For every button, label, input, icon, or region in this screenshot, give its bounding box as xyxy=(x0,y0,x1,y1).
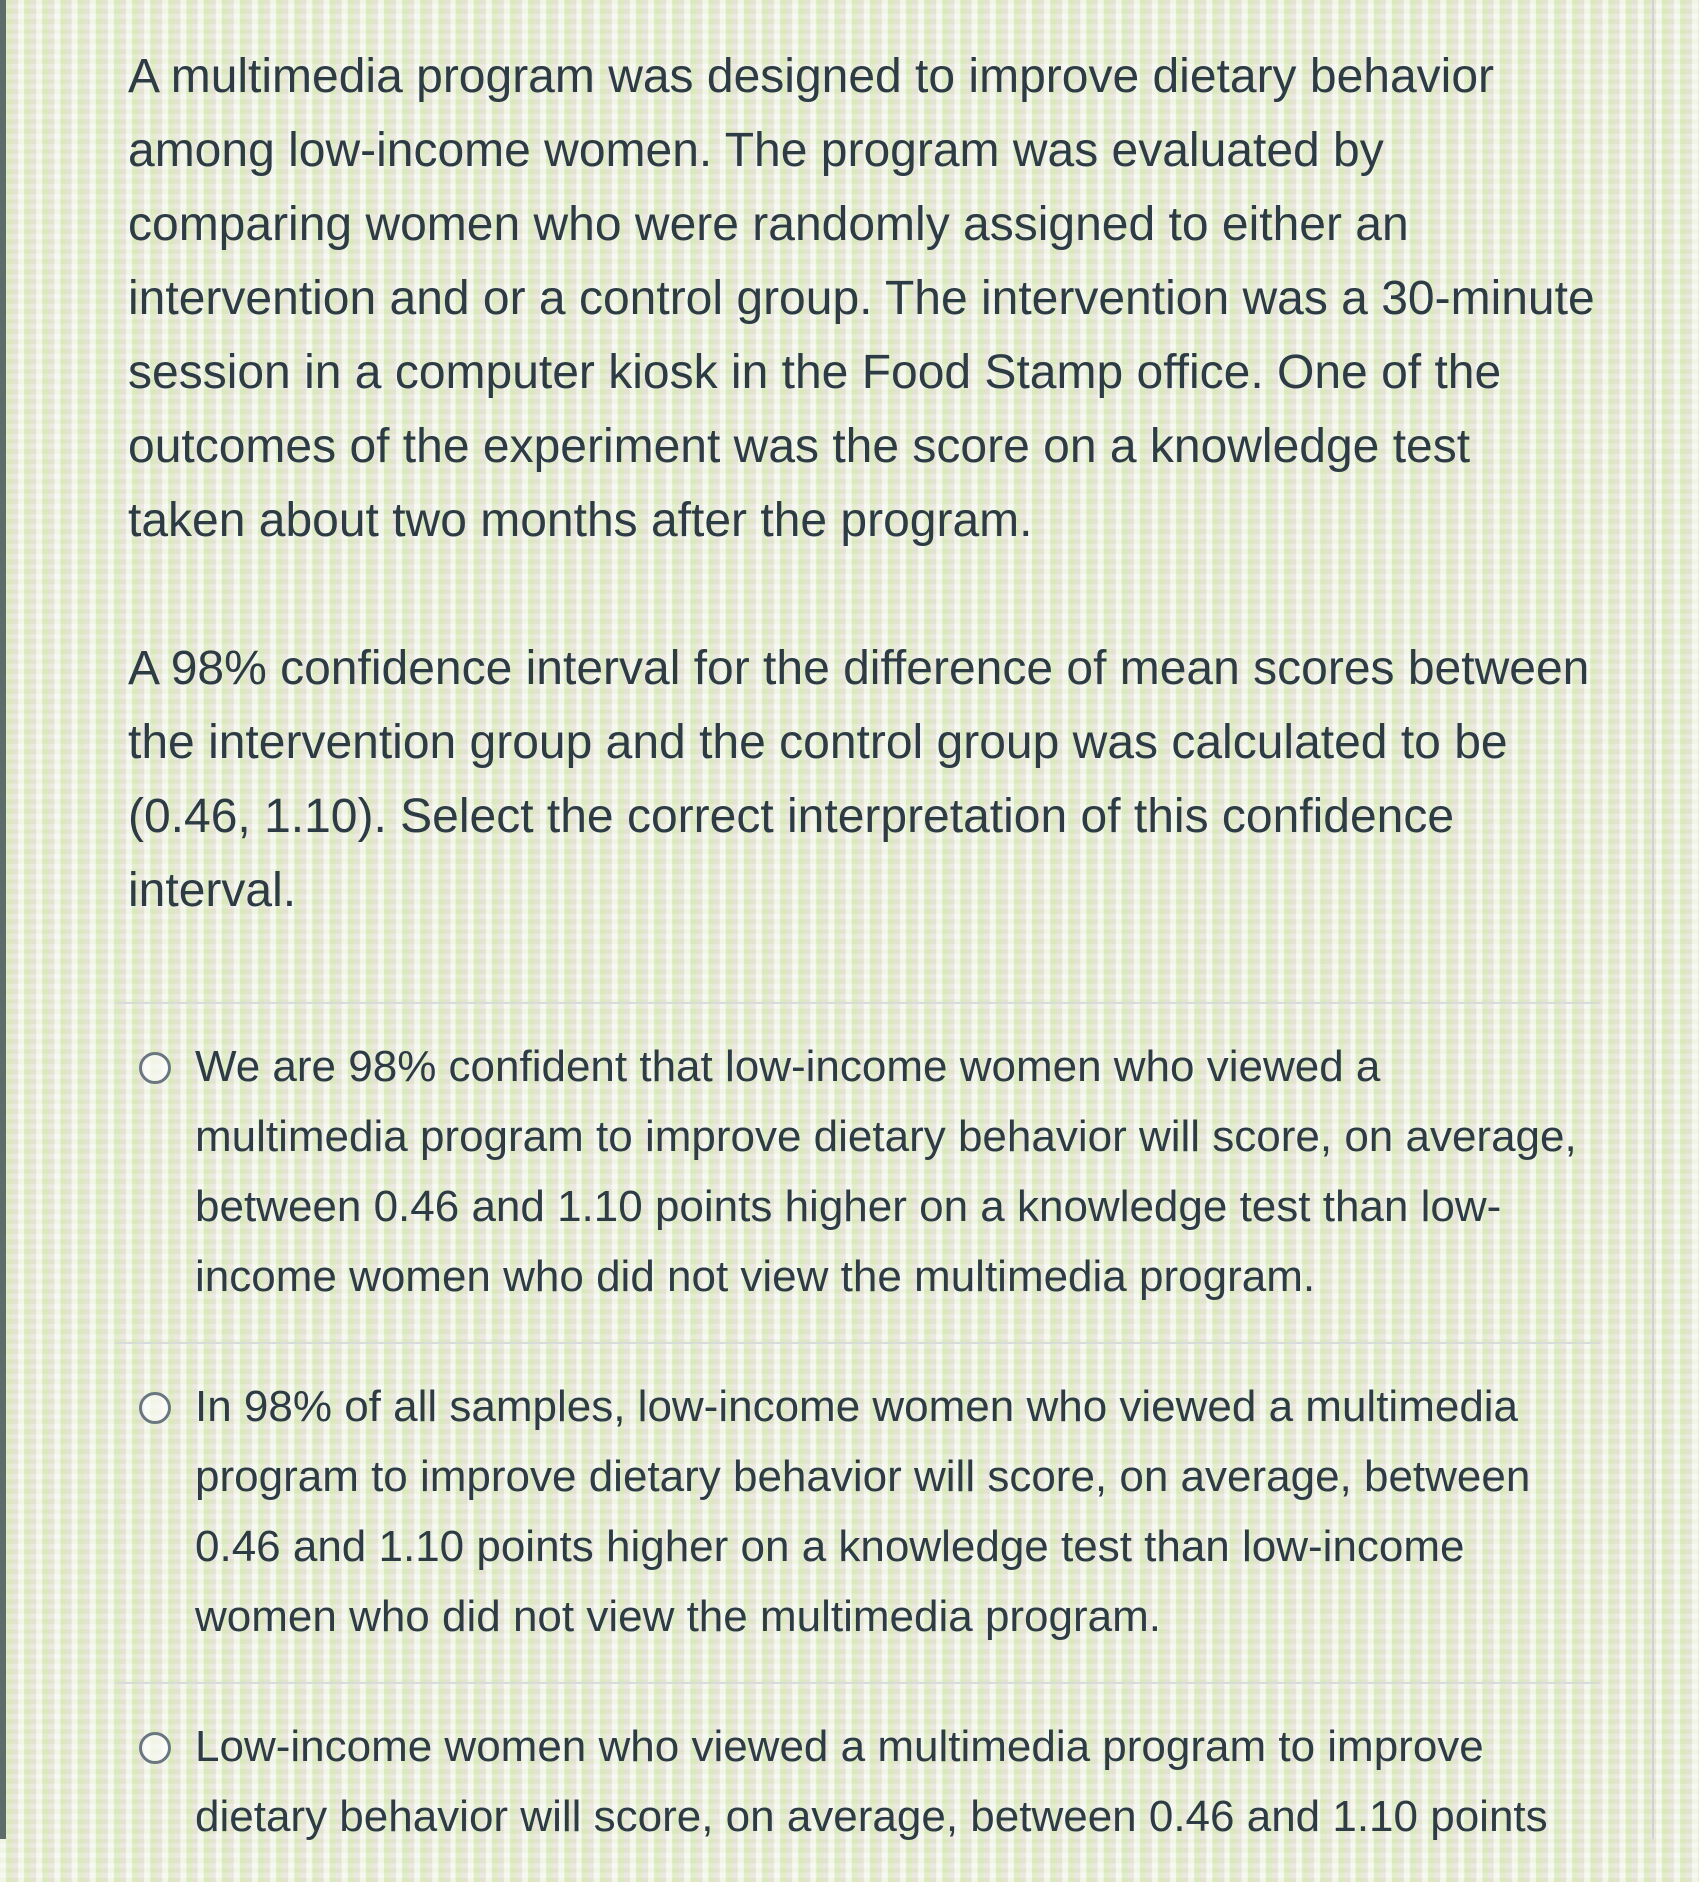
screen-left-edge xyxy=(0,0,6,1839)
answer-option-2[interactable] xyxy=(115,1342,1600,1682)
answer-option-1[interactable] xyxy=(115,1002,1600,1342)
answer-option-1-label[interactable]: We are 98% confident that low-income women who viewed a multimedia program to improve dietary behavior will score, on average, between 0.46 and 1.10 points higher on a knowledge test than low-income women who did not view the multimedia program. xyxy=(195,1042,1577,1301)
question-paragraph-1: A multimedia program was designed to improve dietary behavior among low-income women. The program was evaluated by comparing women who were randomly assigned to either an intervention and or a control group. The intervention was a 30-minute session in a computer kiosk in the Food Stamp office. One of the outcomes of the experiment was the score on a knowledge test taken about two months after the program. xyxy=(128,50,1595,547)
radio-unselected-icon[interactable] xyxy=(139,1732,171,1764)
answer-option-2-label[interactable]: In 98% of all samples, low-income women who viewed a multimedia program to improve dietary behavior will score, on average, between 0.46 and 1.10 points higher on a knowledge test than low-income women who did not view the multimedia program. xyxy=(195,1382,1531,1641)
answer-option-3[interactable] xyxy=(115,1682,1600,1882)
content-right-border xyxy=(1652,0,1654,1839)
answer-option-3-label[interactable]: Low-income women who viewed a multimedia program to improve dietary behavior will score, on average, between 0.46 and 1.10 points xyxy=(195,1722,1548,1841)
radio-unselected-icon[interactable] xyxy=(139,1392,171,1424)
radio-unselected-icon[interactable] xyxy=(139,1052,171,1084)
answer-list xyxy=(115,1002,1600,1882)
question-text xyxy=(128,40,1598,928)
question-paragraph-2: A 98% confidence interval for the difference of mean scores between the intervention group and the control group was calculated to be (0.46, 1.10). Select the correct interpretation of this confidence interval. xyxy=(128,642,1590,917)
